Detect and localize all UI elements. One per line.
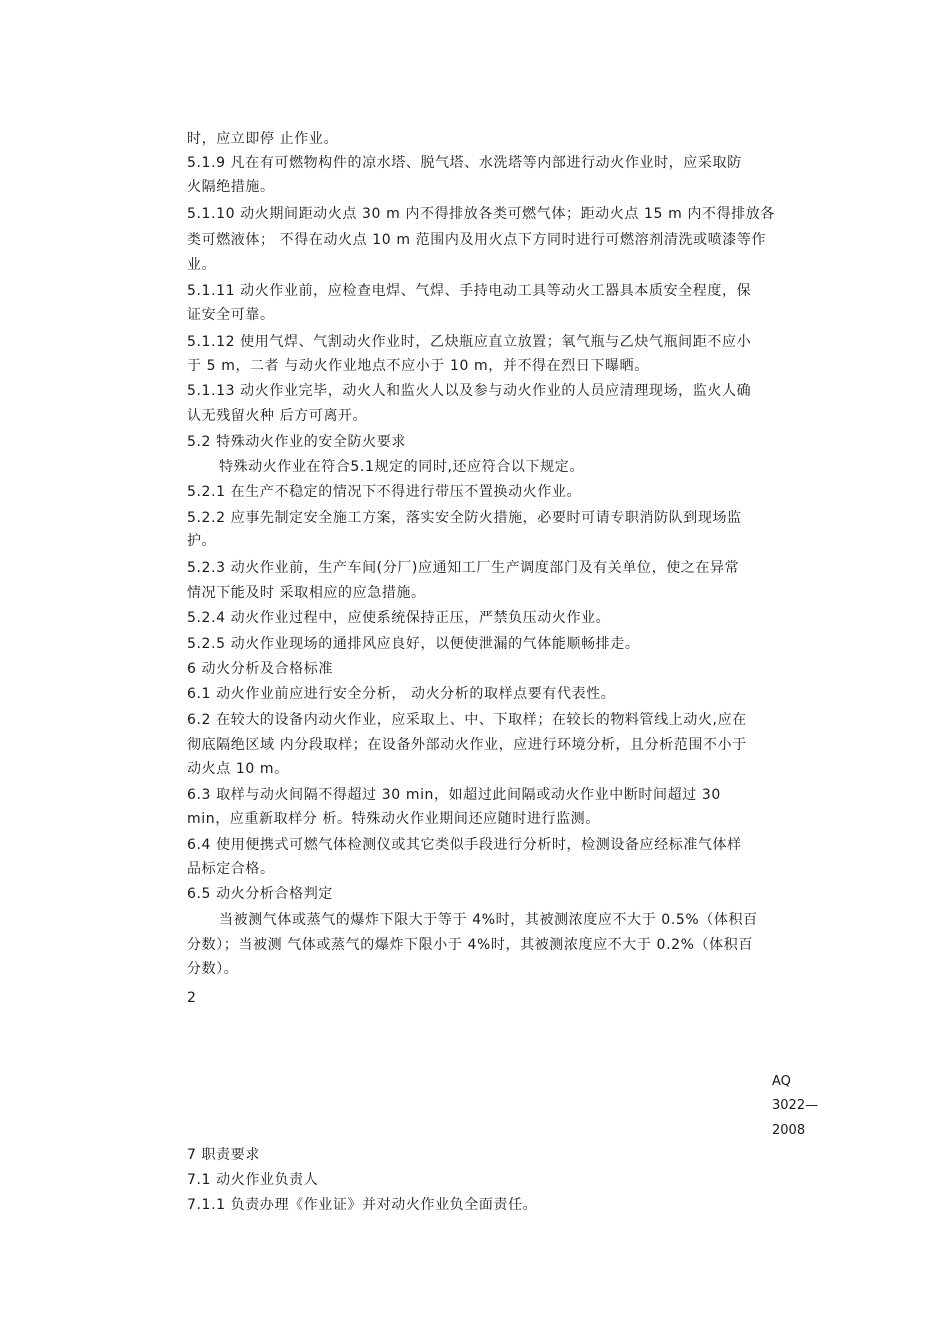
text-line: 5.1.12 使用气焊、气割动火作业时，乙炔瓶应直立放置；氧气瓶与乙炔气瓶间距不应小	[187, 334, 752, 350]
text-line: 彻底隔绝区域 内分段取样；在设备外部动火作业，应进行环境分析，且分析范围不小于	[187, 737, 747, 753]
text-line: 证安全可靠。	[187, 307, 275, 323]
text-line: 类可燃液体； 不得在动火点 10 m 范围内及用火点下方同时进行可燃溶剂清洗或喷漆等作	[187, 232, 767, 248]
section-heading: 6 动火分析及合格标准	[187, 661, 333, 677]
text-line: 情况下能及时 采取相应的应急措施。	[187, 585, 426, 601]
text-line: 6.4 使用便携式可燃气体检测仪或其它类似手段进行分析时，检测设备应经标准气体样	[187, 837, 742, 853]
text-line: min，应重新取样分 析。特殊动火作业期间还应随时进行监测。	[187, 811, 600, 827]
text-line: 认无残留火种 后方可离开。	[187, 408, 368, 424]
text-line: 业。	[187, 257, 217, 273]
text-line: 7.1.1 负责办理《作业证》并对动火作业负全面责任。	[187, 1197, 538, 1213]
text-line: 品标定合格。	[187, 861, 275, 877]
text-line: 5.1.9 凡在有可燃物构件的凉水塔、脱气塔、水洗塔等内部进行动火作业时，应采取防	[187, 155, 742, 171]
text-line: 5.2.2 应事先制定安全施工方案，落实安全防火措施，必要时可请专职消防队到现场监	[187, 510, 742, 526]
text-line: 5.1.11 动火作业前，应检查电焊、气焊、手持电动工具等动火工器具本质安全程度，保	[187, 283, 752, 299]
standard-code-line: 3022—	[772, 1098, 819, 1113]
text-line: 分数）；当被测 气体或蒸气的爆炸下限小于 4%时，其被测浓度应不大于 0.2%（体积百	[187, 937, 753, 953]
text-line: 动火点 10 m。	[187, 761, 289, 777]
section-heading: 7.1 动火作业负责人	[187, 1172, 319, 1188]
text-line: 6.2 在较大的设备内动火作业，应采取上、中、下取样；在较长的物料管线上动火,应在	[187, 712, 747, 728]
text-line: 5.2.5 动火作业现场的通排风应良好，以便使泄漏的气体能顺畅排走。	[187, 636, 640, 652]
page-number: 2	[187, 990, 196, 1006]
standard-code-line: 2008	[772, 1123, 806, 1138]
text-line: 分数）。	[187, 961, 239, 977]
text-line: 于 5 m，二者 与动火作业地点不应小于 10 m，并不得在烈日下曝晒。	[187, 358, 649, 374]
text-line: 5.2.1 在生产不稳定的情况下不得进行带压不置换动火作业。	[187, 484, 582, 500]
text-line: 特殊动火作业在符合5.1规定的同时,还应符合以下规定。	[219, 459, 584, 475]
text-line: 火隔绝措施。	[187, 179, 275, 195]
standard-code-line: AQ	[772, 1074, 791, 1089]
section-heading: 5.2 特殊动火作业的安全防火要求	[187, 434, 406, 450]
text-line: 5.1.10 动火期间距动火点 30 m 内不得排放各类可燃气体；距动火点 15 m 内不得排放各	[187, 206, 775, 222]
text-line: 6.3 取样与动火间隔不得超过 30 min，如超过此间隔或动火作业中断时间超过 30	[187, 787, 721, 803]
section-heading: 7 职责要求	[187, 1147, 260, 1163]
text-line: 5.1.13 动火作业完毕，动火人和监火人以及参与动火作业的人员应清理现场，监火人确	[187, 383, 752, 399]
text-line: 当被测气体或蒸气的爆炸下限大于等于 4%时，其被测浓度应不大于 0.5%（体积百	[219, 912, 758, 928]
text-line: 护。	[187, 533, 217, 549]
text-line: 时，应立即停 止作业。	[187, 131, 339, 147]
section-heading: 6.5 动火分析合格判定	[187, 886, 333, 902]
text-line: 5.2.3 动火作业前，生产车间(分厂)应通知工厂生产调度部门及有关单位，使之在异常	[187, 560, 740, 576]
text-line: 5.2.4 动火作业过程中，应使系统保持正压，严禁负压动火作业。	[187, 610, 611, 626]
text-line: 6.1 动火作业前应进行安全分析， 动火分析的取样点要有代表性。	[187, 686, 616, 702]
